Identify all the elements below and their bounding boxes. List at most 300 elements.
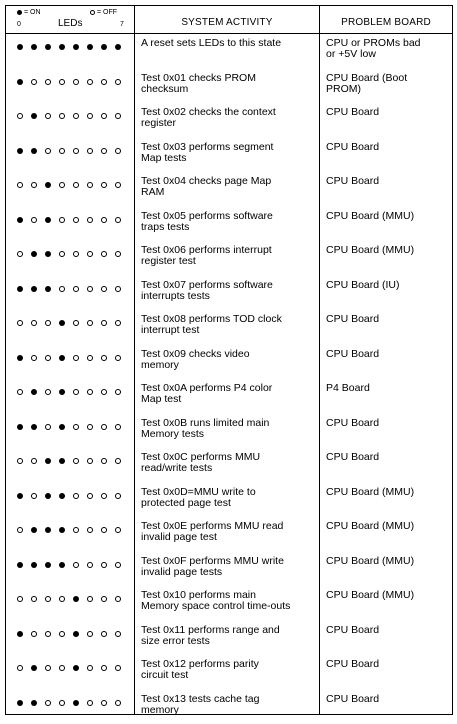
activity-line: interrupt test [141,325,316,336]
led-off-icon [87,251,93,257]
led-off-icon [59,631,65,637]
activity-line: Memory space control time-outs [141,601,316,612]
led-off-icon [45,631,51,637]
led-off-icon [31,79,37,85]
led-off-icon [87,182,93,188]
led-on-icon [115,44,121,50]
activity-line: Map test [141,394,316,405]
led-off-icon [87,79,93,85]
legend-on [17,9,41,17]
system-activity-cell [141,38,316,49]
led-off-icon [115,148,121,154]
led-off-icon [73,79,79,85]
table-row [6,483,452,518]
activity-line: Test 0x10 performs main [141,590,316,601]
led-off-icon [31,320,37,326]
activity-line: Test 0x02 checks the context [141,107,316,118]
problem-board-cell [326,107,451,118]
table-row [6,517,452,552]
led-pattern [17,113,127,121]
led-off-icon [87,458,93,464]
activity-column-header [135,6,319,33]
problem-board-cell [326,176,451,187]
led-off-icon [45,355,51,361]
led-off-icon [17,182,23,188]
led-off-icon [73,527,79,533]
activity-line: memory [141,360,316,371]
system-activity-cell [141,418,316,440]
problem-board-cell [326,211,451,222]
led-on-icon [17,700,23,706]
board-line: CPU Board (MMU) [326,211,451,222]
led-off-icon [101,182,107,188]
led-off-icon [59,113,65,119]
activity-line: Test 0x06 performs interrupt [141,245,316,256]
led-off-icon [101,493,107,499]
problem-board-cell [326,556,451,567]
led-on-icon [59,493,65,499]
board-line: CPU Board (IU) [326,280,451,291]
activity-line: Test 0x07 performs software [141,280,316,291]
activity-line: size error tests [141,636,316,647]
led-off-icon [87,389,93,395]
led-off-icon [115,596,121,602]
board-line: CPU Board [326,142,451,153]
activity-line: Test 0x01 checks PROM [141,73,316,84]
led-on-icon [73,631,79,637]
led-off-icon [101,320,107,326]
table-row [6,207,452,242]
board-line: CPU Board (Boot [326,73,451,84]
system-activity-cell [141,383,316,405]
problem-board-cell [326,349,451,360]
activity-line: Test 0x11 performs range and [141,625,316,636]
leds-label: LEDs [58,18,82,29]
led-off-icon [87,596,93,602]
led-off-icon [31,217,37,223]
system-activity-cell [141,659,316,681]
table-row [6,621,452,656]
led-off-icon [115,527,121,533]
activity-line: interrupts tests [141,291,316,302]
led-off-icon [45,596,51,602]
led-on-icon [17,217,23,223]
led-off-icon [115,631,121,637]
led-off-icon [101,596,107,602]
led-off-icon [73,286,79,292]
led-last-index: 7 [120,21,124,28]
table-row [6,414,452,449]
led-on-icon [17,424,23,430]
board-line: CPU Board [326,349,451,360]
system-activity-cell [141,314,316,336]
led-off-icon [101,251,107,257]
hollow-dot-icon [90,10,95,15]
table-row [6,448,452,483]
led-on-icon [73,596,79,602]
table-row [6,586,452,621]
led-off-icon [87,355,93,361]
board-column-header [320,6,452,33]
led-on-icon [17,286,23,292]
led-off-icon [101,217,107,223]
led-off-icon [59,286,65,292]
led-off-icon [73,217,79,223]
table-row [6,138,452,173]
activity-line: traps tests [141,222,316,233]
led-on-icon [45,251,51,257]
table-row [6,34,452,69]
led-off-icon [115,355,121,361]
led-off-icon [59,665,65,671]
problem-board-cell [326,280,451,291]
led-off-icon [17,527,23,533]
problem-board-cell [326,73,451,95]
led-off-icon [59,700,65,706]
activity-line: Test 0x09 checks video [141,349,316,360]
board-line: CPU Board [326,418,451,429]
led-off-icon [115,217,121,223]
led-off-icon [115,562,121,568]
led-off-icon [73,355,79,361]
problem-board-cell [326,314,451,325]
led-on-icon [73,665,79,671]
activity-line: register [141,118,316,129]
led-off-icon [101,148,107,154]
led-off-icon [87,527,93,533]
led-off-icon [73,458,79,464]
led-pattern [17,148,127,156]
problem-board-cell [326,38,451,60]
led-on-icon [45,217,51,223]
led-pattern [17,700,127,708]
led-off-icon [17,113,23,119]
led-off-icon [115,700,121,706]
led-pattern [17,389,127,397]
led-off-icon [87,700,93,706]
system-activity-cell [141,245,316,267]
table-body [6,34,452,724]
board-line: CPU Board [326,452,451,463]
activity-line: A reset sets LEDs to this state [141,38,316,49]
led-off-icon [45,320,51,326]
activity-line: Test 0x04 checks page Map [141,176,316,187]
board-line: or +5V low [326,49,451,60]
led-off-icon [115,320,121,326]
led-off-icon [115,389,121,395]
activity-line: Test 0x0F performs MMU write [141,556,316,567]
problem-board-cell [326,487,451,498]
led-off-icon [101,113,107,119]
led-on-icon [59,44,65,50]
led-on-icon [17,148,23,154]
problem-board-cell [326,418,451,429]
led-off-icon [45,424,51,430]
board-line: CPU Board [326,659,451,670]
led-off-icon [115,665,121,671]
led-off-icon [31,458,37,464]
board-line: CPU Board (MMU) [326,245,451,256]
led-off-icon [115,424,121,430]
led-off-icon [87,148,93,154]
problem-board-cell [326,694,451,705]
led-on-icon [17,44,23,50]
activity-line: Test 0x13 tests cache tag [141,694,316,705]
activity-line: Test 0x05 performs software [141,211,316,222]
led-off-icon [115,182,121,188]
activity-line: checksum [141,84,316,95]
led-on-icon [45,527,51,533]
activity-line: Memory tests [141,429,316,440]
led-off-icon [87,493,93,499]
filled-dot-icon [17,10,22,15]
table-row [6,172,452,207]
led-on-icon [59,389,65,395]
system-activity-cell [141,349,316,371]
led-pattern [17,596,127,604]
led-off-icon [115,79,121,85]
activity-line: invalid page tests [141,567,316,578]
system-activity-cell [141,107,316,129]
led-on-icon [45,286,51,292]
led-off-icon [101,527,107,533]
led-on-icon [31,562,37,568]
led-on-icon [31,44,37,50]
led-on-icon [101,44,107,50]
activity-line: Map tests [141,153,316,164]
led-off-icon [73,251,79,257]
table-row [6,276,452,311]
problem-board-cell [326,142,451,153]
led-off-icon [115,251,121,257]
led-on-icon [31,424,37,430]
led-off-icon [101,665,107,671]
led-on-icon [73,44,79,50]
led-off-icon [31,355,37,361]
led-on-icon [17,355,23,361]
board-line: CPU Board [326,314,451,325]
activity-line: protected page test [141,498,316,509]
led-first-index: 0 [17,21,21,28]
led-on-icon [17,631,23,637]
activity-line: memory [141,705,316,716]
led-pattern [17,493,127,501]
system-activity-cell [141,521,316,543]
led-off-icon [17,665,23,671]
led-off-icon [73,320,79,326]
led-on-icon [45,458,51,464]
led-on-icon [45,44,51,50]
led-off-icon [17,458,23,464]
problem-board-cell [326,452,451,463]
activity-line: circuit test [141,670,316,681]
activity-line: Test 0x0C performs MMU [141,452,316,463]
board-line: CPU Board (MMU) [326,590,451,601]
led-on-icon [17,493,23,499]
legend-off-label: = OFF [97,9,117,16]
table-row [6,345,452,380]
led-on-icon [45,493,51,499]
led-pattern [17,217,127,225]
system-activity-cell [141,142,316,164]
board-line: CPU Board [326,694,451,705]
led-pattern [17,286,127,294]
led-on-icon [87,44,93,50]
led-off-icon [17,320,23,326]
led-off-icon [73,493,79,499]
led-on-icon [59,458,65,464]
board-line: P4 Board [326,383,451,394]
led-on-icon [59,562,65,568]
led-off-icon [45,665,51,671]
led-on-icon [73,700,79,706]
system-activity-cell [141,556,316,578]
table-row [6,69,452,104]
led-on-icon [31,148,37,154]
system-activity-cell [141,73,316,95]
led-off-icon [87,631,93,637]
led-off-icon [73,424,79,430]
led-on-icon [31,251,37,257]
led-on-icon [59,424,65,430]
led-on-icon [31,286,37,292]
led-pattern [17,320,127,328]
led-diagnostic-table [5,5,453,715]
leds-column-header [6,6,134,33]
led-on-icon [31,527,37,533]
board-line: CPU Board (MMU) [326,521,451,532]
led-off-icon [101,700,107,706]
system-activity-cell [141,625,316,647]
led-pattern [17,631,127,639]
led-off-icon [101,458,107,464]
activity-line: invalid page test [141,532,316,543]
activity-line: Test 0x0B runs limited main [141,418,316,429]
led-off-icon [101,562,107,568]
led-off-icon [87,424,93,430]
problem-board-cell [326,590,451,601]
led-on-icon [17,79,23,85]
led-off-icon [87,217,93,223]
led-on-icon [31,389,37,395]
problem-board-cell [326,383,451,394]
led-off-icon [73,182,79,188]
led-off-icon [59,251,65,257]
system-activity-cell [141,694,316,716]
led-pattern [17,458,127,466]
legend-off [90,9,117,17]
led-off-icon [87,286,93,292]
table-row [6,103,452,138]
led-pattern [17,79,127,87]
led-off-icon [87,562,93,568]
led-off-icon [45,148,51,154]
led-off-icon [31,493,37,499]
problem-board-cell [326,659,451,670]
led-off-icon [87,665,93,671]
system-activity-cell [141,176,316,198]
led-pattern [17,251,127,259]
system-activity-cell [141,590,316,612]
activity-line: Test 0x12 performs parity [141,659,316,670]
table-row [6,241,452,276]
led-off-icon [115,458,121,464]
system-activity-cell [141,487,316,509]
led-on-icon [31,113,37,119]
activity-line: RAM [141,187,316,198]
led-off-icon [45,389,51,395]
led-off-icon [115,493,121,499]
board-line: CPU Board [326,107,451,118]
led-on-icon [31,665,37,671]
led-off-icon [101,355,107,361]
led-pattern [17,355,127,363]
system-activity-cell [141,452,316,474]
legend-on-label: = ON [24,9,41,16]
led-off-icon [101,79,107,85]
system-activity-cell [141,211,316,233]
system-activity-cell [141,280,316,302]
led-off-icon [59,79,65,85]
led-on-icon [59,355,65,361]
table-row [6,310,452,345]
led-on-icon [31,700,37,706]
led-off-icon [73,148,79,154]
activity-line: register test [141,256,316,267]
problem-board-cell [326,245,451,256]
led-off-icon [59,596,65,602]
led-off-icon [45,113,51,119]
led-off-icon [17,389,23,395]
led-on-icon [45,182,51,188]
led-off-icon [45,79,51,85]
led-off-icon [73,113,79,119]
board-line: PROM) [326,84,451,95]
activity-line: Test 0x03 performs segment [141,142,316,153]
board-line: CPU Board (MMU) [326,556,451,567]
led-on-icon [17,562,23,568]
led-off-icon [17,596,23,602]
activity-line: Test 0x0E performs MMU read [141,521,316,532]
led-off-icon [115,286,121,292]
led-off-icon [101,631,107,637]
led-off-icon [101,389,107,395]
led-pattern [17,527,127,535]
led-pattern [17,424,127,432]
board-header-label: PROBLEM BOARD [320,17,452,28]
activity-header-label: SYSTEM ACTIVITY [135,17,319,28]
led-off-icon [31,596,37,602]
board-line: CPU Board (MMU) [326,487,451,498]
led-off-icon [101,286,107,292]
led-off-icon [59,148,65,154]
activity-line: Test 0x08 performs TOD clock [141,314,316,325]
led-off-icon [73,389,79,395]
led-off-icon [45,700,51,706]
led-off-icon [87,320,93,326]
board-line: CPU Board [326,176,451,187]
activity-line: Test 0x0A performs P4 color [141,383,316,394]
table-row [6,655,452,690]
problem-board-cell [326,625,451,636]
led-pattern [17,665,127,673]
led-off-icon [101,424,107,430]
led-off-icon [115,113,121,119]
led-pattern [17,562,127,570]
led-pattern [17,182,127,190]
table-row [6,379,452,414]
led-off-icon [17,251,23,257]
